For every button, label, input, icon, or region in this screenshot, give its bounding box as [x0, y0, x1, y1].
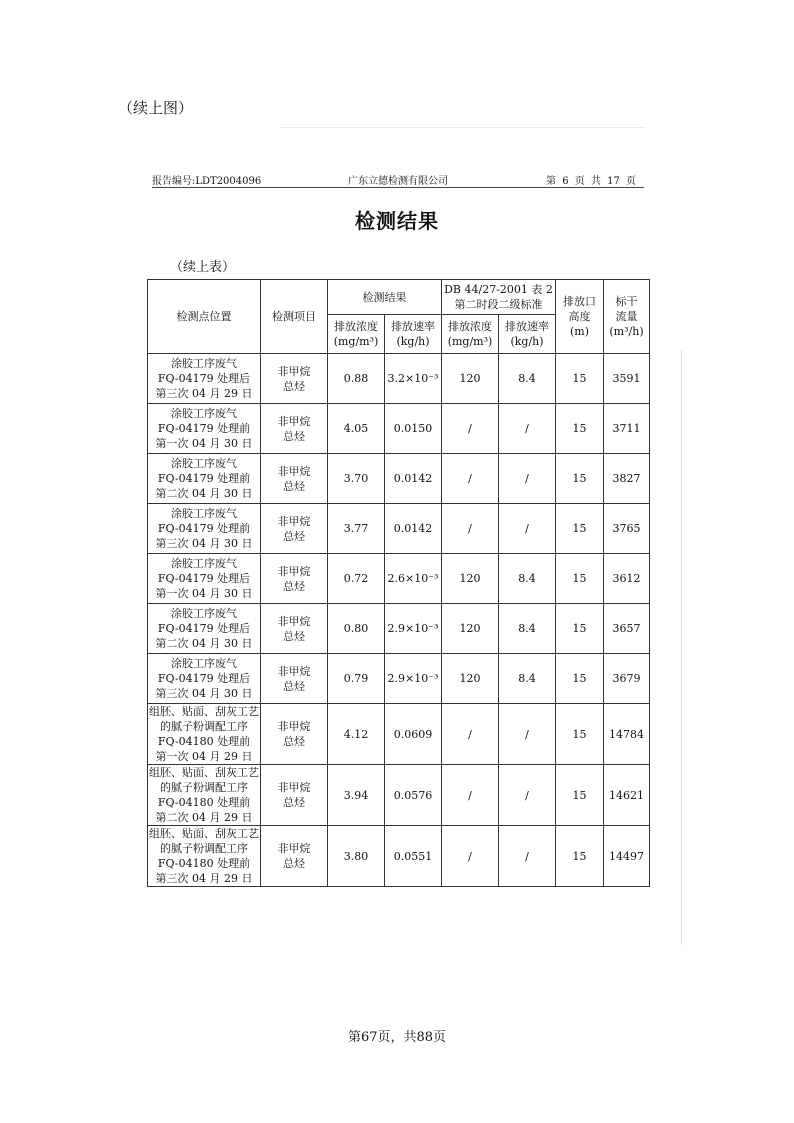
- cell-concentration: 0.88: [328, 354, 385, 404]
- page-footer: 第67页，共88页: [347, 1030, 447, 1045]
- continuation-note-top: （续上图）: [118, 99, 194, 117]
- cell-flow: 14621: [604, 765, 650, 826]
- cell-location: 组胚、贴面、刮灰工艺 的腻子粉调配工序 FQ-04180 处理前 第二次 04 月 29 日: [149, 766, 259, 824]
- scan-edge-line-top: [280, 127, 645, 128]
- cell-standard-rate: 8.4: [499, 654, 556, 704]
- cell-concentration: 0.80: [328, 604, 385, 654]
- cell-location: 组胚、贴面、刮灰工艺 的腻子粉调配工序 FQ-04180 处理前 第一次 04 月 29 日: [149, 705, 259, 763]
- cell-standard-concentration: 120: [442, 654, 499, 704]
- cell-standard-concentration: 120: [442, 554, 499, 604]
- cell-item: 非甲烷 总烃: [261, 354, 328, 404]
- cell-standard-rate: /: [499, 826, 556, 887]
- cell-standard-rate: 8.4: [499, 354, 556, 404]
- cell-standard-rate: /: [499, 504, 556, 554]
- cell-outlet-height: 15: [556, 654, 604, 704]
- header-standard-rate: 排放速率 (kg/h): [499, 315, 556, 354]
- header-standard-group: DB 44/27-2001 表 2 第二时段二级标准: [442, 280, 556, 315]
- cell-rate: 2.9×10⁻³: [385, 654, 442, 704]
- cell-outlet-height: 15: [556, 454, 604, 504]
- cell-location: 涂胶工序废气 FQ-04179 处理前 第三次 04 月 30 日: [148, 504, 261, 554]
- cell-location: 涂胶工序废气 FQ-04179 处理后 第三次 04 月 30 日: [148, 654, 261, 704]
- cell-concentration: 3.80: [328, 826, 385, 887]
- header-rate: 排放速率 (kg/h): [385, 315, 442, 354]
- cell-flow: 3612: [604, 554, 650, 604]
- cell-outlet-height: 15: [556, 704, 604, 765]
- cell-standard-rate: /: [499, 765, 556, 826]
- cell-item: 非甲烷 总烃: [261, 704, 328, 765]
- cell-standard-concentration: /: [442, 765, 499, 826]
- cell-standard-concentration: /: [442, 704, 499, 765]
- results-table: [147, 279, 650, 887]
- table-row: [148, 604, 650, 654]
- cell-flow: 14497: [604, 826, 650, 887]
- cell-standard-rate: /: [499, 704, 556, 765]
- cell-flow: 3827: [604, 454, 650, 504]
- header-concentration: 排放浓度 (mg/m³): [328, 315, 385, 354]
- cell-item: 非甲烷 总烃: [261, 454, 328, 504]
- cell-standard-concentration: /: [442, 454, 499, 504]
- cell-item: 非甲烷 总烃: [261, 504, 328, 554]
- cell-rate: 2.6×10⁻³: [385, 554, 442, 604]
- cell-item: 非甲烷 总烃: [261, 604, 328, 654]
- cell-item: 非甲烷 总烃: [261, 826, 328, 887]
- cell-rate: 3.2×10⁻³: [385, 354, 442, 404]
- cell-rate: 0.0150: [385, 404, 442, 454]
- cell-rate: 0.0142: [385, 454, 442, 504]
- continuation-note-table: （续上表）: [170, 260, 236, 275]
- header-location: 检测点位置: [148, 280, 261, 354]
- cell-concentration: 3.77: [328, 504, 385, 554]
- cell-item: 非甲烷 总烃: [261, 554, 328, 604]
- cell-outlet-height: 15: [556, 404, 604, 454]
- table-row: [148, 654, 650, 704]
- cell-concentration: 0.72: [328, 554, 385, 604]
- company-name: 广东立德检测有限公司: [348, 176, 448, 187]
- cell-rate: 0.0142: [385, 504, 442, 554]
- report-number: 报告编号:LDT2004096: [152, 176, 262, 187]
- page-info: 第 6 页 共 17 页: [546, 176, 636, 187]
- cell-flow: 3711: [604, 404, 650, 454]
- cell-rate: 0.0551: [385, 826, 442, 887]
- cell-item: 非甲烷 总烃: [261, 654, 328, 704]
- cell-standard-rate: 8.4: [499, 554, 556, 604]
- cell-location: 涂胶工序废气 FQ-04179 处理后 第三次 04 月 29 日: [148, 354, 261, 404]
- cell-outlet-height: 15: [556, 504, 604, 554]
- header-outlet-height: 排放口 高度 (m): [556, 280, 604, 354]
- cell-outlet-height: 15: [556, 554, 604, 604]
- cell-standard-concentration: 120: [442, 354, 499, 404]
- table-row: [148, 454, 650, 504]
- cell-rate: 0.0609: [385, 704, 442, 765]
- cell-outlet-height: 15: [556, 826, 604, 887]
- cell-outlet-height: 15: [556, 765, 604, 826]
- header-result-group: 检测结果: [328, 280, 442, 315]
- cell-location: 涂胶工序废气 FQ-04179 处理后 第二次 04 月 30 日: [148, 604, 261, 654]
- table-row: [148, 404, 650, 454]
- cell-outlet-height: 15: [556, 604, 604, 654]
- cell-location: 涂胶工序废气 FQ-04179 处理前 第一次 04 月 30 日: [148, 404, 261, 454]
- cell-concentration: 4.12: [328, 704, 385, 765]
- header-standard-concentration: 排放浓度 (mg/m³): [442, 315, 499, 354]
- cell-standard-rate: 8.4: [499, 604, 556, 654]
- header-item: 检测项目: [261, 280, 328, 354]
- cell-flow: 14784: [604, 704, 650, 765]
- cell-rate: 0.0576: [385, 765, 442, 826]
- cell-concentration: 3.94: [328, 765, 385, 826]
- cell-location: 组胚、贴面、刮灰工艺 的腻子粉调配工序 FQ-04180 处理前 第三次 04 月 29 日: [149, 827, 259, 885]
- cell-flow: 3679: [604, 654, 650, 704]
- cell-concentration: 0.79: [328, 654, 385, 704]
- document-title: 检测结果: [355, 209, 439, 233]
- cell-standard-rate: /: [499, 404, 556, 454]
- cell-standard-concentration: /: [442, 404, 499, 454]
- cell-item: 非甲烷 总烃: [261, 765, 328, 826]
- scan-edge-line-right: [681, 350, 682, 945]
- table-row: [148, 354, 650, 404]
- report-header: [152, 172, 644, 188]
- table-row: [148, 704, 650, 765]
- cell-rate: 2.9×10⁻³: [385, 604, 442, 654]
- table-row: [148, 554, 650, 604]
- cell-outlet-height: 15: [556, 354, 604, 404]
- cell-flow: 3765: [604, 504, 650, 554]
- table-row: [148, 826, 650, 887]
- cell-standard-concentration: 120: [442, 604, 499, 654]
- cell-concentration: 4.05: [328, 404, 385, 454]
- cell-standard-concentration: /: [442, 826, 499, 887]
- cell-location: 涂胶工序废气 FQ-04179 处理后 第一次 04 月 30 日: [148, 554, 261, 604]
- cell-concentration: 3.70: [328, 454, 385, 504]
- cell-standard-concentration: /: [442, 504, 499, 554]
- cell-flow: 3657: [604, 604, 650, 654]
- cell-standard-rate: /: [499, 454, 556, 504]
- cell-location: 涂胶工序废气 FQ-04179 处理前 第二次 04 月 30 日: [148, 454, 261, 504]
- table-row: [148, 504, 650, 554]
- header-flow: 标干 流量 (m³/h): [604, 280, 650, 354]
- table-row: [148, 765, 650, 826]
- cell-flow: 3591: [604, 354, 650, 404]
- cell-item: 非甲烷 总烃: [261, 404, 328, 454]
